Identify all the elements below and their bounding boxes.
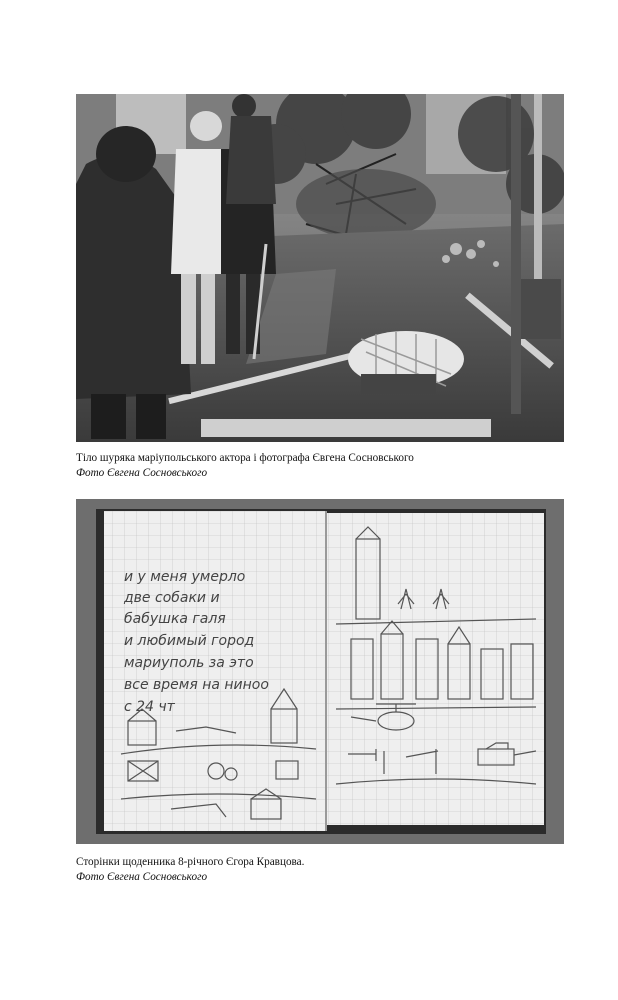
photo-2-credit: Фото Євгена Сосновського bbox=[76, 871, 208, 883]
photo-1-caption bbox=[76, 451, 576, 481]
photo-street-scene bbox=[76, 94, 564, 442]
photo-diary-pages bbox=[76, 499, 564, 844]
diary-line-1: и у меня умерло bbox=[124, 569, 246, 585]
street-scene-image bbox=[76, 94, 564, 442]
diary-line-5: мариуполь за это bbox=[124, 655, 254, 671]
diary-line-2: две собаки и bbox=[124, 590, 220, 606]
photo-1-credit: Фото Євгена Сосновського bbox=[76, 467, 208, 479]
diary-line-3: бабушка галя bbox=[124, 611, 226, 627]
diary-line-4: и любимый город bbox=[124, 633, 255, 649]
diary-line-6: все время на ниноо bbox=[124, 677, 269, 693]
photo-1-caption-text: Тіло шуряка маріупольського актора і фотографа Євгена Сосновського bbox=[76, 452, 414, 464]
photo-2-caption-text: Сторінки щоденника 8-річного Єгора Кравцова. bbox=[76, 856, 305, 868]
photo-2-caption bbox=[76, 855, 576, 885]
diary-line-7: с 24 чт bbox=[124, 699, 175, 715]
diary-image bbox=[76, 499, 564, 844]
